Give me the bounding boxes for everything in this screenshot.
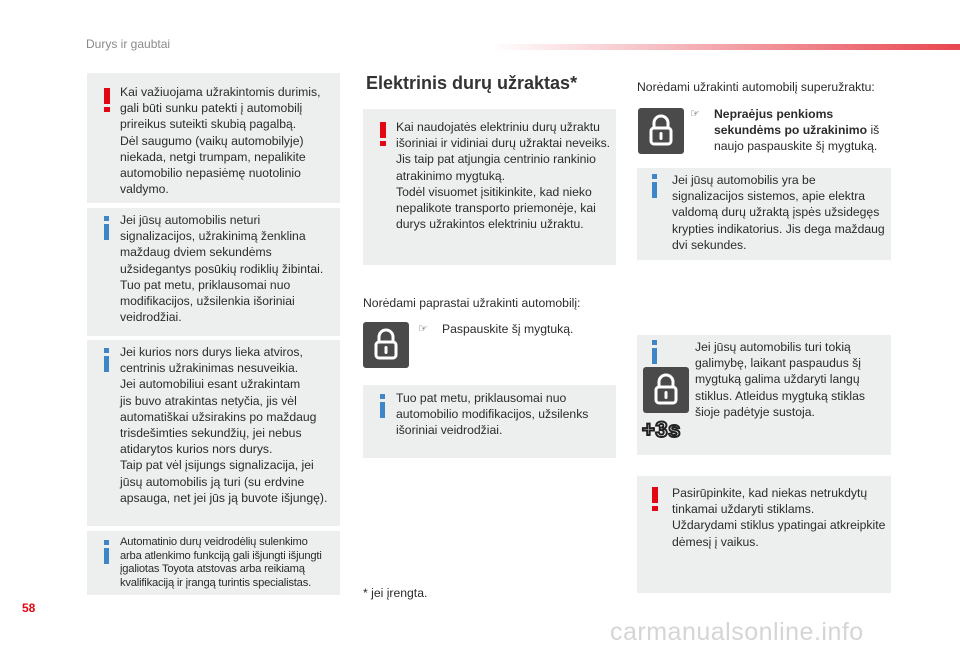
lock-intro-text: Norėdami paprastai užrakinti automobilį: xyxy=(363,296,581,310)
info-box-mirrors xyxy=(87,531,340,595)
info-box-mirrors-fold xyxy=(363,385,616,458)
info-box-doors-open xyxy=(87,340,340,526)
warning-text: Pasirūpinkite, kad niekas netrukdytų tinkamai uždaryti stiklams. Uždarydami stiklus ypatingai atkreipkite dėmesį į vaikus. xyxy=(672,486,886,549)
warning-text: Kai važiuojama užrakintomis durimis, gali būti sunku patekti į automobilį prireikus suteikti skubią pagalbą. Dėl saugumo (vaikų automobilyje) niekada, netgi trumpam, nepalikite automobilio nepasiėmę nuotolinio valdymo. xyxy=(120,85,321,197)
lock-button-icon xyxy=(363,322,409,368)
warning-box-windows xyxy=(637,476,891,593)
superlock-intro-text: Norėdami užrakinti automobilį superužraktu: xyxy=(637,80,875,94)
lock-button-icon xyxy=(638,108,684,154)
page-number: 58 xyxy=(22,601,36,615)
warning-icon xyxy=(97,87,117,113)
warning-icon xyxy=(373,121,393,147)
info-text: Jei jūsų automobilis yra be signalizacijos sistemos, apie elektra valdomą durų užraktą įspės užsidegęs krypties indikatorius. Jis dega maždaug dvi sekundes. xyxy=(672,173,885,252)
header-divider xyxy=(490,44,960,50)
three-seconds-badge: +3s xyxy=(642,417,681,442)
section-header: Durys ir gaubtai xyxy=(86,37,171,51)
watermark: carmanualsonline.info xyxy=(610,618,864,646)
footnote: * jei įrengta. xyxy=(363,586,428,600)
info-box-no-alarm xyxy=(637,168,891,260)
info-icon xyxy=(645,173,665,199)
warning-text: Kai naudojatės elektriniu durų užraktu išoriniai ir vidiniai durų užraktai neveiks. Jis taip pat atjungia centrinio rankinio atrakinimo mygtuką. Todėl visuomet įsitikinkite, kad nieko nepalikote transporto priemonėje, kai durys užrakintos elektriniu užraktu. xyxy=(396,120,611,232)
arrow-right-icon: ☞ xyxy=(690,108,700,120)
info-text: Jei kurios nors durys lieka atviros, centrinis užrakinimas nesuveikia. Jei automobiliui esant užrakintam jis buvo atrakintas netyčia, jis vėl automatiškai užsirakins po maždaug trisdešimties sekundžių, jei nebus atidarytos kurios nors durys. Taip pat vėl įsijungs signalizacija, jei jūsų automobilis ją turi (su erdvine apsauga, net jei jūs ją buvote išjungę). xyxy=(120,345,328,505)
warning-box-electric-lock xyxy=(363,109,616,265)
info-icon xyxy=(373,393,393,419)
info-icon xyxy=(97,347,117,373)
info-icon xyxy=(645,339,665,365)
warning-icon xyxy=(645,486,665,512)
info-text: Jei jūsų automobilis neturi signalizacijos, užrakinimą ženklina maždaug dviem sekundėms užsidegantys posūkių rodiklių žibintai. Tuo pat metu, priklausomai nuo modifikacijos, užsilenkia išoriniai veidrodžiai. xyxy=(120,213,324,325)
info-box-windows xyxy=(637,335,891,455)
lock-button-icon xyxy=(643,367,689,413)
info-icon xyxy=(97,215,117,241)
warning-box-remote-control xyxy=(87,73,340,203)
info-icon xyxy=(97,539,117,565)
arrow-right-icon: ☞ xyxy=(418,323,428,335)
info-text: Jei jūsų automobilis turi tokią galimybę, laikant paspaudus šį mygtuką galima uždaryti langų stiklus. Atleidus mygtuką stiklas šioje padėtyje sustoja. xyxy=(695,340,866,419)
info-text: Automatinio durų veidrodėlių sulenkimo arba atlenkimo funkciją gali išjungti išjungti įgaliotas Toyota atstovas arba reikiamą kvalifikaciją ir įrangą turintis specialistas. xyxy=(120,536,322,589)
section-title: Elektrinis durų užraktas* xyxy=(366,73,578,93)
info-text: Tuo pat metu, priklausomai nuo automobilio modifikacijos, užsilenks išoriniai veidrodžiai. xyxy=(396,391,589,438)
info-box-indicators xyxy=(87,208,340,336)
